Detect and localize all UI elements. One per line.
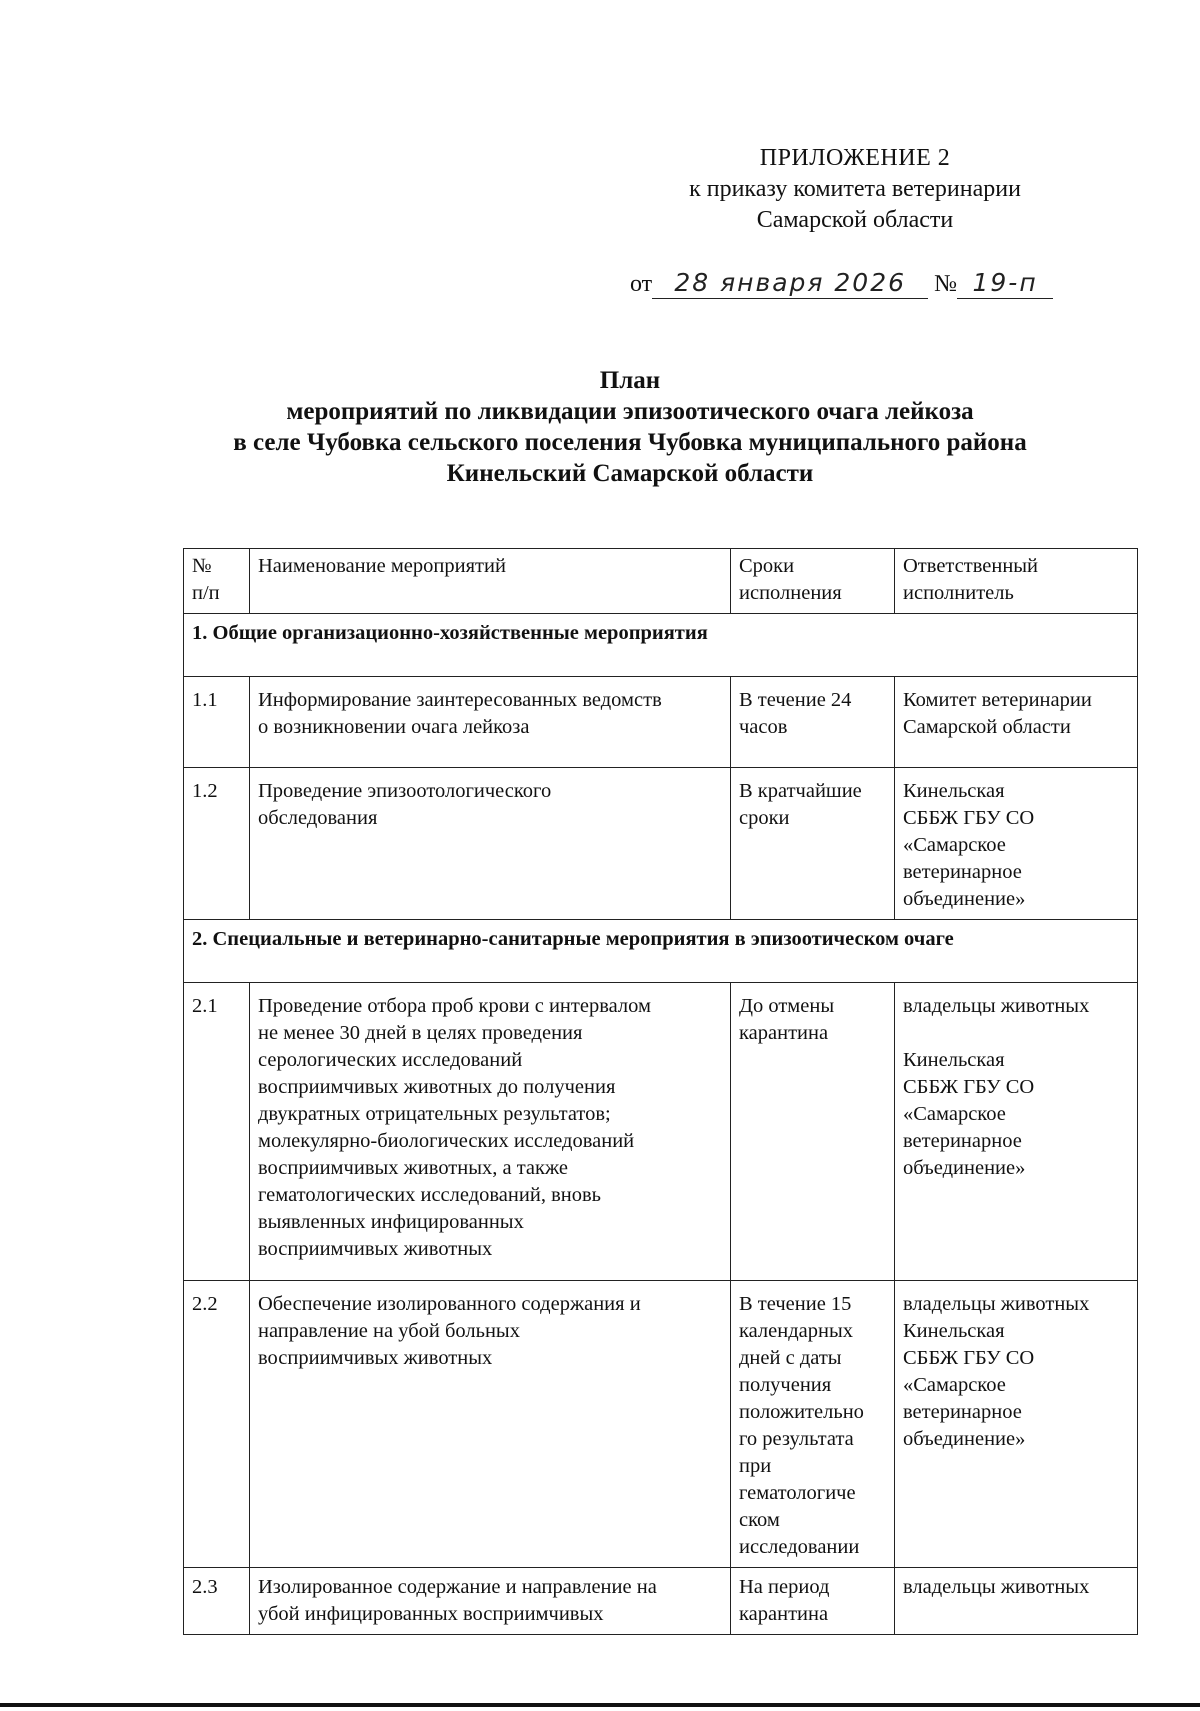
row-term: В течение 15 календарных дней с даты получения положительно го результата при гематологиче ском исследовании xyxy=(731,1281,895,1568)
table-row xyxy=(184,1281,1138,1568)
row-no: 2.3 xyxy=(184,1568,250,1635)
row-name: Обеспечение изолированного содержания и направление на убой больных восприимчивых животных xyxy=(250,1281,731,1568)
section-title-2: 2. Специальные и ветеринарно-санитарные мероприятия в эпизоотическом очаге xyxy=(184,920,1138,983)
section-row-2 xyxy=(184,920,1138,983)
row-no: 1.2 xyxy=(184,768,250,920)
row-responsible: Кинельская СББЖ ГБУ СО «Самарское ветеринарное объединение» xyxy=(895,768,1138,920)
order-date-handwritten: 28 января 2026 xyxy=(652,268,928,299)
row-term: В течение 24 часов xyxy=(731,677,895,768)
row-responsible: Комитет ветеринарии Самарской области xyxy=(895,677,1138,768)
row-responsible: владельцы животных Кинельская СББЖ ГБУ СО «Самарское ветеринарное объединение» xyxy=(895,983,1138,1281)
appendix-region: Самарской области xyxy=(756,207,954,233)
order-from-label: от xyxy=(630,271,653,297)
plan-title xyxy=(160,365,1100,489)
table-header-row xyxy=(184,549,1138,614)
header-term: Сроки исполнения xyxy=(731,549,895,614)
row-no: 1.1 xyxy=(184,677,250,768)
plan-title-line2: мероприятий по ликвидации эпизоотического очага лейкоза xyxy=(286,398,974,425)
header-name: Наименование мероприятий xyxy=(250,549,731,614)
row-name: Изолированное содержание и направление на убой инфицированных восприимчивых xyxy=(250,1568,731,1635)
section-row-1 xyxy=(184,614,1138,677)
row-no: 2.1 xyxy=(184,983,250,1281)
plan-title-line3: в селе Чубовка сельского поселения Чубовка муниципального района xyxy=(233,429,1027,456)
table-row xyxy=(184,1568,1138,1635)
header-no: № п/п xyxy=(184,549,250,614)
table-row xyxy=(184,983,1138,1281)
table-row xyxy=(184,677,1138,768)
row-term: До отмены карантина xyxy=(731,983,895,1281)
row-no: 2.2 xyxy=(184,1281,250,1568)
row-term: На период карантина xyxy=(731,1568,895,1635)
plan-title-line1: План xyxy=(599,367,661,394)
row-name: Проведение отбора проб крови с интервалом не менее 30 дней в целях проведения серологических исследований восприимчивых животных до получения двукратных отрицательных результатов; молекулярно-биологических исследований восприимчивых животных, а также гематологических исследований, вновь выявленных инфицированных восприимчивых животных xyxy=(250,983,731,1281)
row-name: Информирование заинтересованных ведомств о возникновении очага лейкоза xyxy=(250,677,731,768)
measures-table xyxy=(183,548,1138,1635)
order-date-number xyxy=(630,268,1100,299)
row-responsible: владельцы животных Кинельская СББЖ ГБУ СО «Самарское ветеринарное объединение» xyxy=(895,1281,1138,1568)
appendix-title: ПРИЛОЖЕНИЕ 2 xyxy=(759,145,951,171)
row-term: В кратчайшие сроки xyxy=(731,768,895,920)
row-name: Проведение эпизоотологического обследования xyxy=(250,768,731,920)
scan-bottom-edge xyxy=(0,1703,1200,1707)
appendix-order-ref: к приказу комитета ветеринарии xyxy=(689,176,1021,202)
table-row xyxy=(184,768,1138,920)
order-number-handwritten: 19-п xyxy=(957,268,1053,299)
row-responsible: владельцы животных xyxy=(895,1568,1138,1635)
appendix-header xyxy=(640,143,1070,236)
header-responsible: Ответственный исполнитель xyxy=(895,549,1138,614)
order-number-label: № xyxy=(934,271,958,297)
section-title-1: 1. Общие организационно-хозяйственные мероприятия xyxy=(184,614,1138,677)
plan-title-line4: Кинельский Самарской области xyxy=(446,460,814,487)
